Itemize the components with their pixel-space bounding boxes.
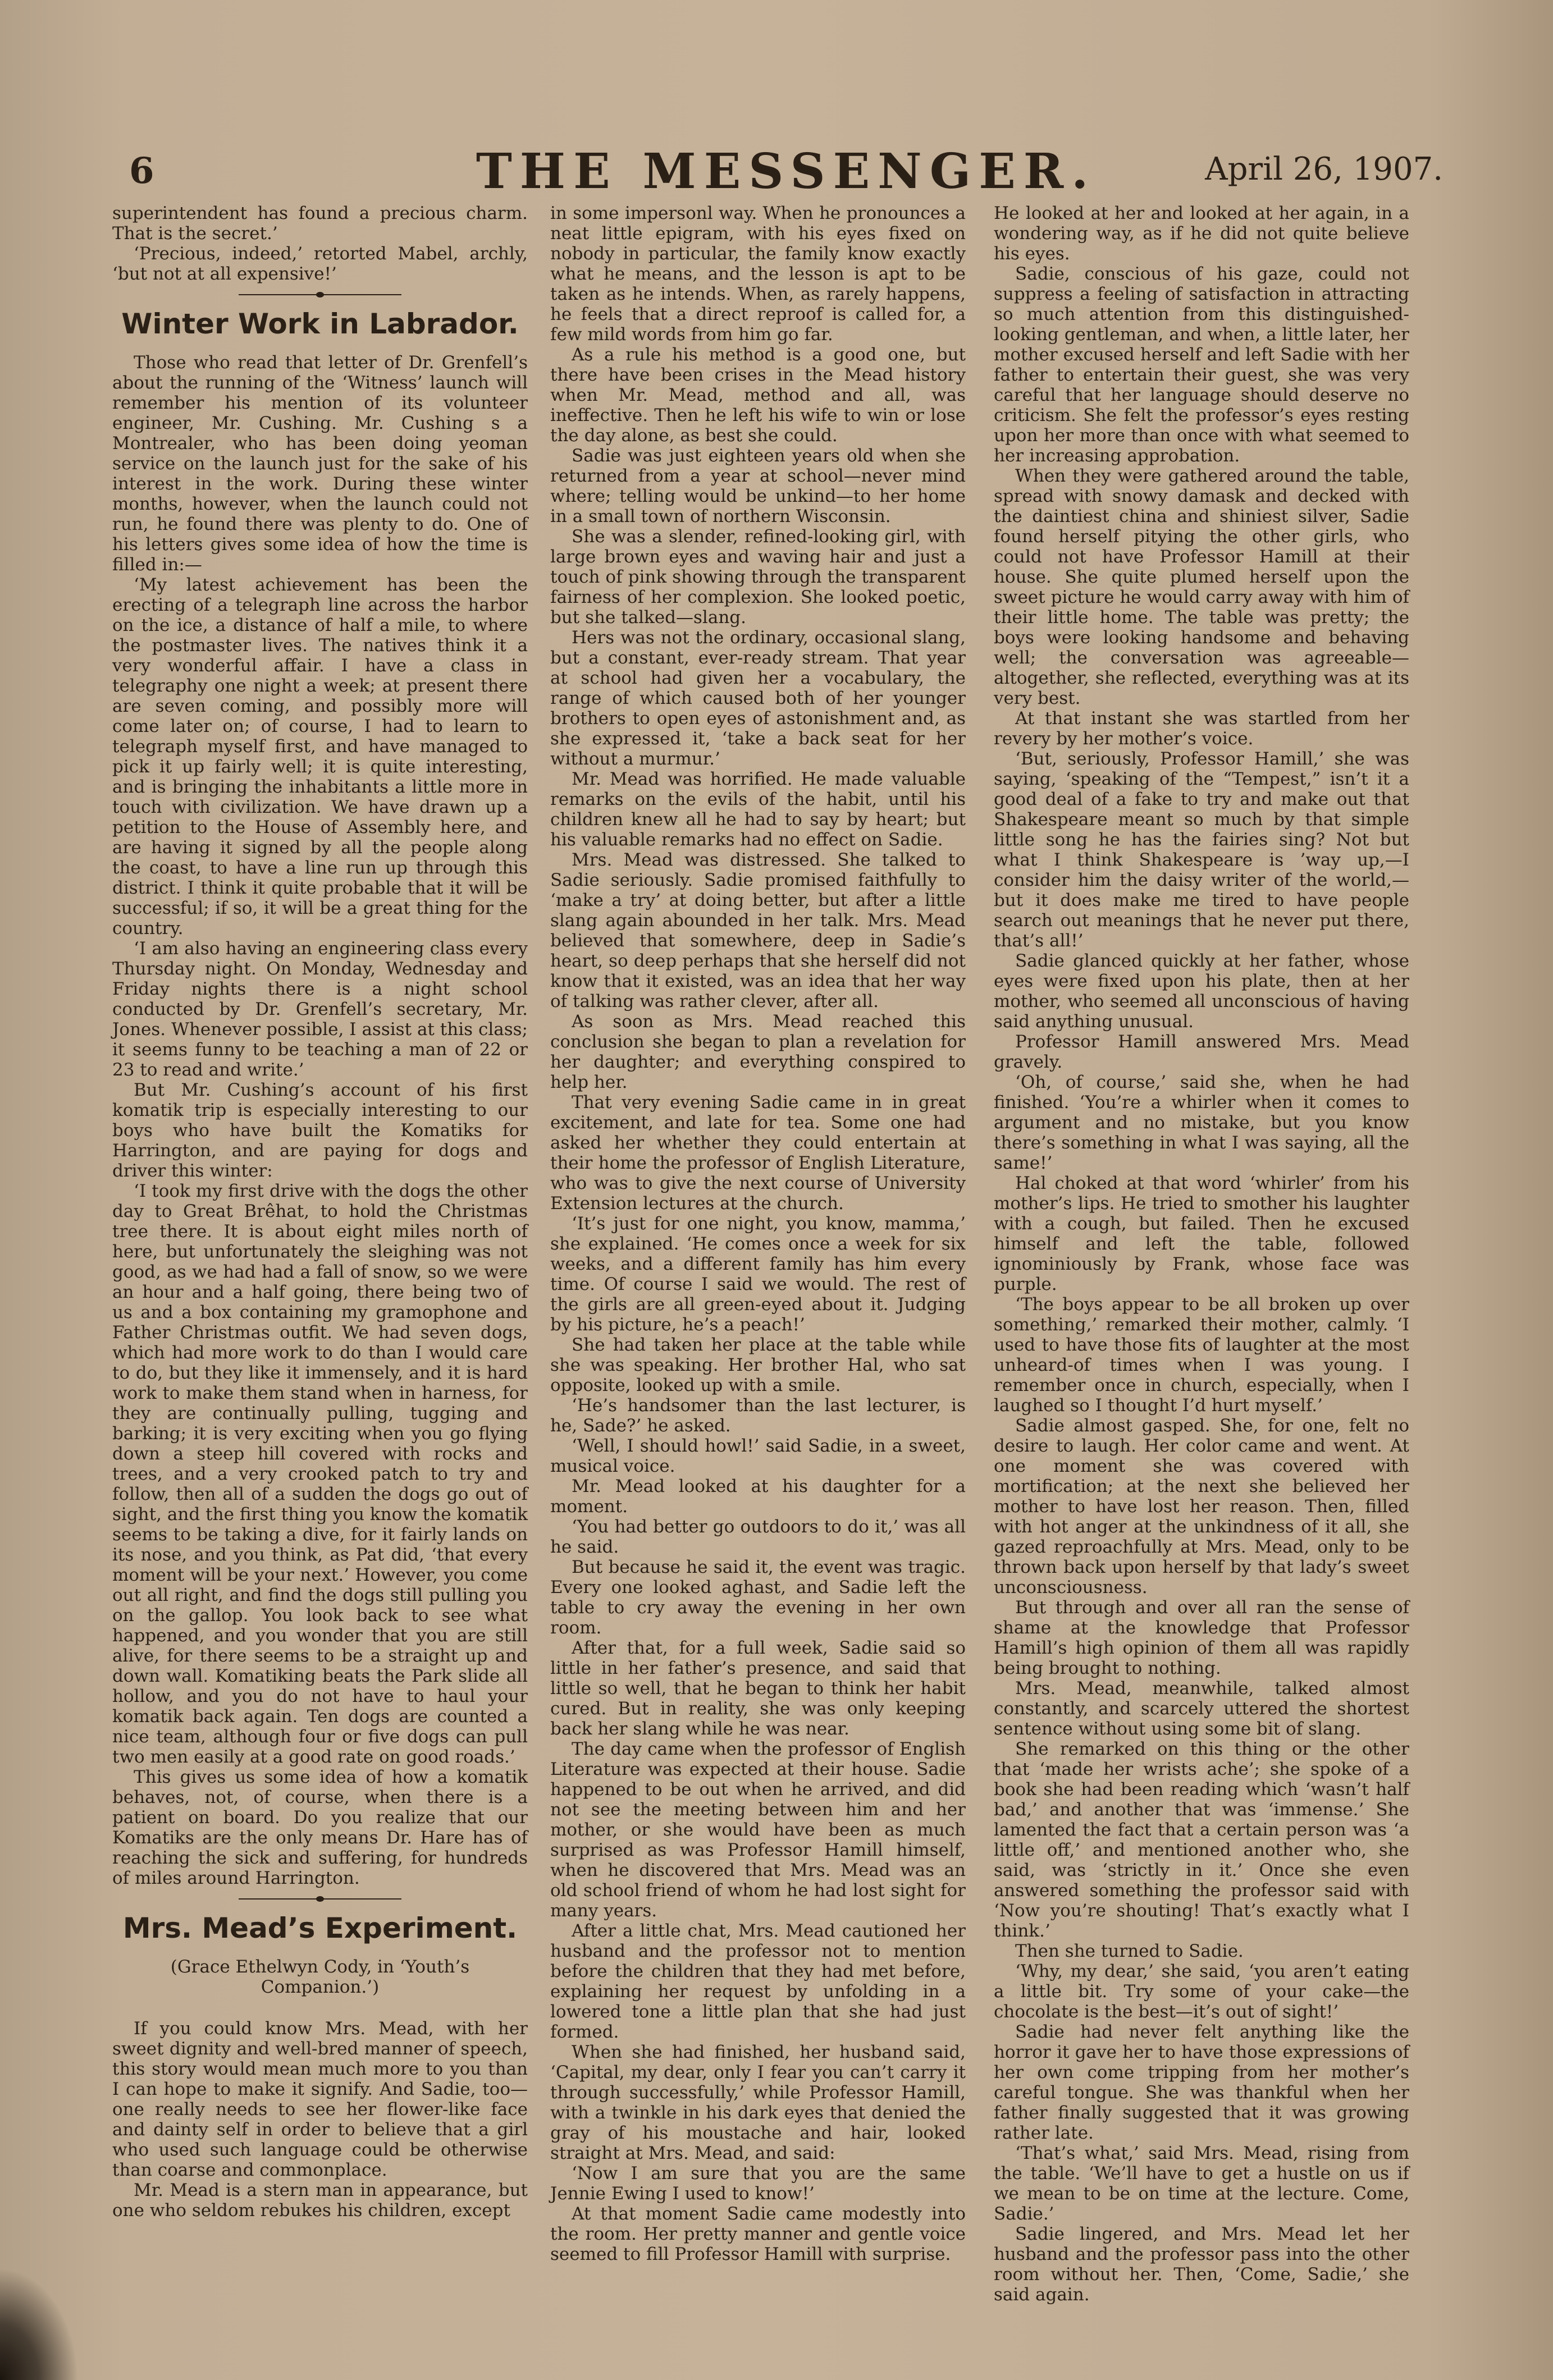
paragraph: When she had finished, her husband said, ‘Capital, my dear, only I fear you can’t carry it through successfully,’ while Professor Hamill, with a twinkle in his dark eyes that denied the gray of his moustache and hair, looked straight at Mrs. Mead, and said:	[550, 2042, 966, 2163]
paragraph: Mr. Mead is a stern man in appearance, but one who seldom rebukes his children, except	[112, 2180, 528, 2221]
article-byline: (Grace Ethelwyn Cody, in ‘Youth’s Companion.’)	[170, 1957, 470, 1997]
paragraph: This gives us some idea of how a komatik behaves, not, of course, when there is a patient on board. Do you realize that our Komatiks are the only means Dr. Hare has of reaching the sick and suffering, for hundreds of miles around Harrington.	[112, 1767, 528, 1888]
paragraph: That very evening Sadie came in in great excitement, and late for tea. Some one had asked her whether they could entertain at their home the professor of English Literature, who was to give the next course of University Extension lectures at the church.	[550, 1092, 966, 1214]
paragraph: ‘The boys appear to be all broken up over something,’ remarked their mother, calmly. ‘I used to have those fits of laughter at the most unheard-of times when I was young. I remember once in church, especially, when I laughed so I thought I’d hurt myself.’	[994, 1294, 1409, 1416]
paragraph: ‘It’s just for one night, you know, mamma,’ she explained. ‘He comes once a week for six weeks, and a different family has him every time. Of course I said we would. The rest of the girls are all green-eyed about it. Judging by his picture, he’s a peach!’	[550, 1214, 966, 1335]
paragraph: Sadie, conscious of his gaze, could not suppress a feeling of satisfaction in attracting so much attention from this distinguished-looking gentleman, and when, a little later, her mother excused herself and left Sadie with her father to entertain their guest, she was very careful that her language should deserve no criticism. She felt the professor’s eyes resting upon her more than once with what seemed to her increasing approbation.	[994, 264, 1409, 466]
paragraph: Sadie had never felt anything like the horror it gave her to have those expressions of her own come tripping from her mother’s careful tongue. She was thankful when her father finally suggested that it was growing rather late.	[994, 2022, 1409, 2143]
paragraph: ‘Oh, of course,’ said she, when he had finished. ‘You’re a whirler when it comes to argument and no mistake, but you know there’s something in what I was saying, all the same!’	[994, 1072, 1409, 1173]
paragraph: Sadie almost gasped. She, for one, felt no desire to laugh. Her color came and went. At one moment she was covered with mortification; at the next she believed her mother to have lost her reason. Then, filled with hot anger at the unkindness of it all, she gazed reproachfully at Mrs. Mead, only to be thrown back upon herself by that lady’s sweet unconsciousness.	[994, 1416, 1409, 1598]
paragraph: Then she turned to Sadie.	[1015, 1941, 1244, 1961]
paragraph: ‘That’s what,’ said Mrs. Mead, rising from the table. ‘We’ll have to get a hustle on us if we mean to be on time at the lecture. Come, Sadie.’	[994, 2143, 1409, 2224]
paragraph: After a little chat, Mrs. Mead cautioned her husband and the professor not to mention before the children that they had met before, explaining her request by unfolding in a lowered tone a little plan that she had just formed.	[550, 1921, 966, 2042]
paragraph: As soon as Mrs. Mead reached this conclusion she began to plan a revelation for her daughter; and everything conspired to help her.	[550, 1012, 966, 1092]
paragraph: superintendent has found a precious charm. That is the secret.’	[112, 203, 528, 244]
paragraph: When they were gathered around the table, spread with snowy damask and decked with the daintiest china and shiniest silver, Sadie found herself pitying the other girls, who could not have Professor Hamill at their house. She quite plumed herself upon the sweet picture he would carry away with him of their little home. The table was pretty; the boys were looking handsome and behaving well; the conversation was agreeable—altogether, she reflected, everything was at its very best.	[994, 466, 1409, 708]
section-divider	[112, 1896, 528, 1902]
paragraph: ‘Now I am sure that you are the same Jennie Ewing I used to know!’	[550, 2163, 966, 2204]
paragraph: ‘My latest achievement has been the erecting of a telegraph line across the harbor on the ice, a distance of half a mile, to where the postmaster lives. The natives think it a very wonderful affair. I have a class in telegraphy one night a week; at present there are seven coming, and possibly more will come later on; of course, I had to learn to telegraph myself first, and have managed to pick it up fairly well; it is quite interesting, and is bringing the inhabitants a little more in touch with civilization. We have drawn up a petition to the House of Assembly here, and are having it signed by all the people along the coast, to have a line run up through this district. I think it quite probable that it will be successful; if so, it will be a great thing for the country.	[112, 575, 528, 939]
paragraph: After that, for a full week, Sadie said so little in her father’s presence, and said that little so well, that he began to think her habit cured. But in reality, she was only keeping back her slang while he was near.	[550, 1638, 966, 1739]
paragraph: But through and over all ran the sense of shame at the knowledge that Professor Hamill’s high opinion of them all was rapidly being brought to nothing.	[994, 1598, 1409, 1678]
paragraph: But Mr. Cushing’s account of his first komatik trip is especially interesting to our boys who have built the Komatiks for Harrington, and are paying for dogs and driver this winter:	[112, 1080, 528, 1181]
paragraph: Those who read that letter of Dr. Grenfell’s about the running of the ‘Witness’ launch will remember his mention of its volunteer engineer, Mr. Cushing. Mr. Cushing s a Montrealer, who has been doing yeoman service on the launch just for the sake of his interest in the work. During these winter months, however, when the launch could not run, he found there was plenty to do. One of his letters gives some idea of how the time is filled in:—	[112, 353, 528, 575]
paragraph: Sadie lingered, and Mrs. Mead let her husband and the professor pass into the other room without her. Then, ‘Come, Sadie,’ she said again.	[994, 2224, 1409, 2305]
issue-date: April 26, 1907.	[1205, 151, 1443, 187]
paragraph: At that instant she was startled from her revery by her mother’s voice.	[994, 708, 1409, 749]
paragraph: The day came when the professor of English Literature was expected at their house. Sadie happened to be out when he arrived, and did not see the meeting between him and her mother, or she would have been as much surprised as was Professor Hamill himself, when he discovered that Mrs. Mead was an old school friend of whom he had lost sight for many years.	[550, 1739, 966, 1921]
paragraph: Hers was not the ordinary, occasional slang, but a constant, ever-ready stream. That year at school had given her a vocabulary, the range of which caused both of her younger brothers to open eyes of astonishment and, as she expressed it, ‘take a back seat for her without a murmur.’	[550, 628, 966, 769]
paragraph: ‘I took my first drive with the dogs the other day to Great Brêhat, to hold the Christmas tree there. It is about eight miles north of here, but unfortunately the sleighing was not good, as we had had a fall of snow, so we were an hour and a half going, there being two of us and a box containing my gramophone and Father Christmas outfit. We had seven dogs, which had more work to do than I would care to do, but they like it immensely, and it is hard work to make them stand when in harness, for they are continually pulling, tugging and barking; it is very exciting when you go flying down a steep hill covered with rocks and trees, and a very crooked patch to try and follow, then all of a sudden the dogs go out of sight, and the first thing you know the komatik seems to be taking a dive, for it fairly lands on its nose, and you think, as Pat did, ‘that every moment will be your next.’ However, you come out all right, and find the dogs still pulling you on the gallop. You look back to see what happened, and you wonder that you are still alive, for there seems to be a straight up and down wall. Komatiking beats the Park slide all hollow, and you do not have to haul your komatik back again. Ten dogs are counted a nice team, although four or five dogs can pull two men easily at a good rate on good roads.’	[112, 1181, 528, 1767]
paragraph: in some impersonl way. When he pronounces a neat little epigram, with his eyes fixed on nobody in particular, the family know exactly what he means, and the lesson is apt to be taken as he intends. When, as rarely happens, he feels that a direct reproof is called for, a few mild words from him go far.	[550, 203, 966, 345]
paragraph: ‘You had better go outdoors to do it,’ was all he said.	[550, 1517, 966, 1557]
page-header	[129, 143, 1443, 205]
paragraph: Mrs. Mead, meanwhile, talked almost constantly, and scarcely uttered the shortest sentence without using some bit of slang.	[994, 1678, 1409, 1739]
paragraph: She remarked on this thing or the other that ‘made her wrists ache’; she spoke of a book she had been reading which ‘wasn’t half bad,’ and another that was ‘immense.’ She lamented the fact that a certain person was ‘a little off,’ and mentioned another who, she said, was ‘strictly in it.’ Once she even answered something the professor said with ‘Now you’re shouting! That’s exactly what I think.’	[994, 1739, 1409, 1941]
article-title-winter-work: Winter Work in Labrador.	[121, 308, 519, 340]
paragraph: If you could know Mrs. Mead, with her sweet dignity and well-bred manner of speech, this story would mean much more to you than I can hope to make it signify. And Sadie, too—one really needs to see her flower-like face and dainty self in order to believe that a girl who used such language could be otherwise than coarse and commonplace.	[112, 2019, 528, 2180]
article-title-mrs-mead: Mrs. Mead’s Experiment.	[122, 1912, 518, 1944]
column-2	[550, 203, 966, 2264]
paragraph: ‘I am also having an engineering class every Thursday night. On Monday, Wednesday and Friday nights there is a night school conducted by Dr. Grenfell’s secretary, Mr. Jones. Whenever possible, I assist at this class; it seems funny to be teaching a man of 22 or 23 to read and write.’	[112, 939, 528, 1080]
paragraph: She had taken her place at the table while she was speaking. Her brother Hal, who sat opposite, looked up with a smile.	[550, 1335, 966, 1395]
paragraph: Sadie glanced quickly at her father, whose eyes were fixed upon his plate, then at her mother, who seemed all unconscious of having said anything unusual.	[994, 951, 1409, 1032]
paragraph: At that moment Sadie came modestly into the room. Her pretty manner and gentle voice seemed to fill Professor Hamill with surprise.	[550, 2204, 966, 2264]
paragraph: As a rule his method is a good one, but there have been crises in the Mead history when Mr. Mead, method and all, was ineffective. Then he left his wife to win or lose the day alone, as best she could.	[550, 345, 966, 446]
page-number: 6	[129, 150, 154, 192]
paragraph: Mr. Mead was horrified. He made valuable remarks on the evils of the habit, until his children knew all he had to say by heart; but his valuable remarks had no effect on Sadie.	[550, 769, 966, 850]
paragraph: Sadie was just eighteen years old when she returned from a year at school—never mind where; telling would be unkind—to her home in a small town of northern Wisconsin.	[550, 446, 966, 527]
paragraph: ‘Well, I should howl!’ said Sadie, in a sweet, musical voice.	[550, 1436, 966, 1476]
column-1	[112, 203, 528, 2221]
paragraph: Professor Hamill answered Mrs. Mead gravely.	[994, 1032, 1409, 1072]
paragraph: ‘But, seriously, Professor Hamill,’ she was saying, ‘speaking of the “Tempest,” isn’t it a good deal of a fake to try and make out that Shakespeare meant so much by that simple little song he has the fairies sing? Not but what I think Shakespeare is ’way up,—I consider him the daisy writer of the world,—but it does make me tired to have people search out meanings that he never put there, that’s all!’	[994, 749, 1409, 951]
page-shadow	[0, 2268, 79, 2380]
paragraph: She was a slender, refined-looking girl, with large brown eyes and waving hair and just a touch of pink showing through the transparent fairness of her complexion. She looked poetic, but she talked—slang.	[550, 527, 966, 628]
paragraph: ‘He’s handsomer than the last lecturer, is he, Sade?’ he asked.	[550, 1395, 966, 1436]
section-divider	[112, 292, 528, 298]
paragraph: Hal choked at that word ‘whirler’ from his mother’s lips. He tried to smother his laughter with a cough, but failed. Then he excused himself and left the table, followed ignominiously by Frank, whose face was purple.	[994, 1173, 1409, 1294]
paragraph: He looked at her and looked at her again, in a wondering way, as if he did not quite believe his eyes.	[994, 203, 1409, 264]
paragraph: But because he said it, the event was tragic. Every one looked aghast, and Sadie left the table to cry away the evening in her own room.	[550, 1557, 966, 1638]
paragraph: Mrs. Mead was distressed. She talked to Sadie seriously. Sadie promised faithfully to ‘make a try’ at doing better, but after a little slang again abounded in her talk. Mrs. Mead believed that somewhere, deep in Sadie’s heart, so deep perhaps that she herself did not know that it existed, was an idea that her way of talking was rather clever, after all.	[550, 850, 966, 1012]
paragraph: Mr. Mead looked at his daughter for a moment.	[550, 1476, 966, 1517]
paragraph: ‘Precious, indeed,’ retorted Mabel, archly, ‘but not at all expensive!’	[112, 244, 528, 284]
paper-title: THE MESSENGER.	[476, 143, 1097, 200]
column-3	[994, 203, 1409, 2305]
paragraph: ‘Why, my dear,’ she said, ‘you aren’t eating a little bit. Try some of your cake—the chocolate is the best—it’s out of sight!’	[994, 1961, 1409, 2022]
